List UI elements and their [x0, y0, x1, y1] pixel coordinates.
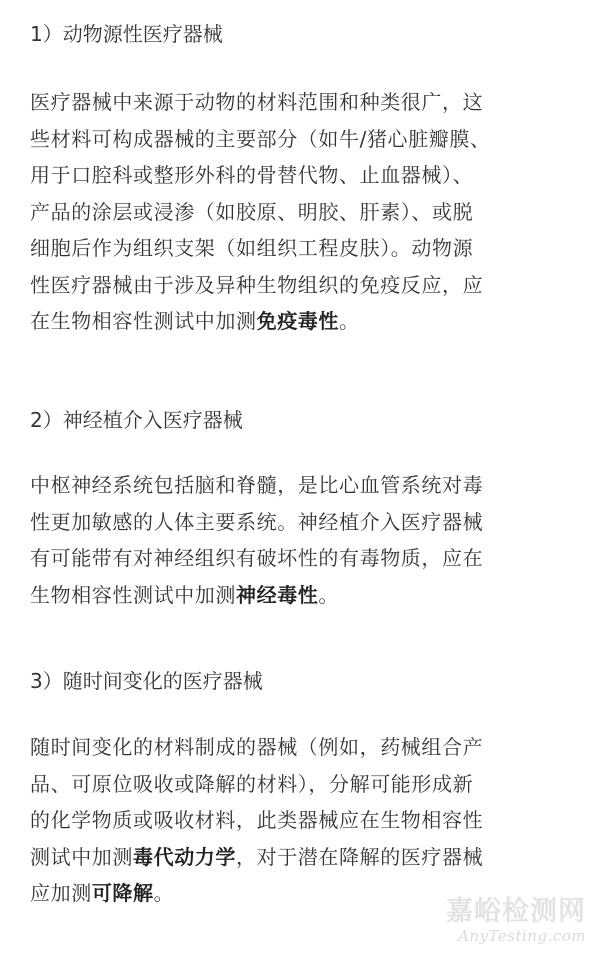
- watermark-english: AnyTesting.com: [458, 927, 586, 945]
- paragraph-line: [30, 875, 575, 912]
- section-2-heading: 2）神经植介入医疗器械: [30, 408, 243, 432]
- text-segment: 测试中加测: [30, 844, 133, 869]
- section-1-heading: 1）动物源性医疗器械: [30, 22, 223, 46]
- watermark-chinese: 嘉峪检测网: [446, 896, 586, 927]
- paragraph-line: 性更加敏感的人体主要系统。神经植介入医疗器械: [30, 509, 484, 534]
- paragraph-line: [30, 303, 575, 340]
- text-segment: 生物相容性测试中加测: [30, 582, 236, 607]
- text-segment: 。: [153, 881, 175, 905]
- paragraph-line: 医疗器械中来源于动物的材料范围和种类很广，这: [30, 90, 484, 114]
- paragraph-line: 随时间变化的材料制成的器械（例如，药械组合产: [30, 735, 484, 759]
- paragraph-line: [30, 577, 575, 614]
- paragraph-line: [30, 839, 575, 876]
- text-segment: 在生物相容性测试中加测: [30, 309, 257, 333]
- text-segment: 。: [339, 309, 360, 333]
- text-segment: 应加测: [30, 881, 92, 905]
- paragraph-line: 中枢神经系统包括脑和脊髓，是比心血管系统对毒: [30, 473, 484, 497]
- bold-term-toxicokinetics: 毒代动力学: [133, 844, 236, 869]
- paragraph-line: 产品的涂层或浸渗（如胶原、明胶、肝素）、或脱: [30, 199, 474, 224]
- text-segment: ，对于潜在降解的医疗器械: [236, 844, 484, 869]
- paragraph-line: 些材料可构成器械的主要部分（如牛/猪心脏瓣膜、: [30, 126, 491, 151]
- text-segment: 。: [318, 582, 340, 607]
- paragraph-line: 用于口腔科或整形外科的骨替代物、止血器械）、: [30, 163, 474, 187]
- section-3-paragraph: [30, 729, 575, 912]
- section-3-heading: 3）随时间变化的医疗器械: [30, 669, 263, 693]
- section-2-paragraph: [30, 467, 575, 613]
- paragraph-line: 品、可原位吸收或降解的材料），分解可能形成新: [30, 771, 474, 796]
- bold-term-immunotoxicity: 免疫毒性: [256, 309, 340, 333]
- paragraph-line: 性医疗器械由于涉及异种生物组织的免疫反应，应: [30, 272, 484, 297]
- paragraph-line: 的化学物质或吸收材料，此类器械应在生物相容性: [30, 808, 484, 832]
- bold-term-degradation: 可降解: [91, 881, 154, 905]
- section-1-paragraph: [30, 84, 575, 340]
- paragraph-line: 细胞后作为组织支架（如组织工程皮肤）。动物源: [30, 236, 474, 260]
- paragraph-line: 有可能带有对神经组织有破坏性的有毒物质，应在: [30, 546, 484, 570]
- bold-term-neurotoxicity: 神经毒性: [236, 582, 319, 607]
